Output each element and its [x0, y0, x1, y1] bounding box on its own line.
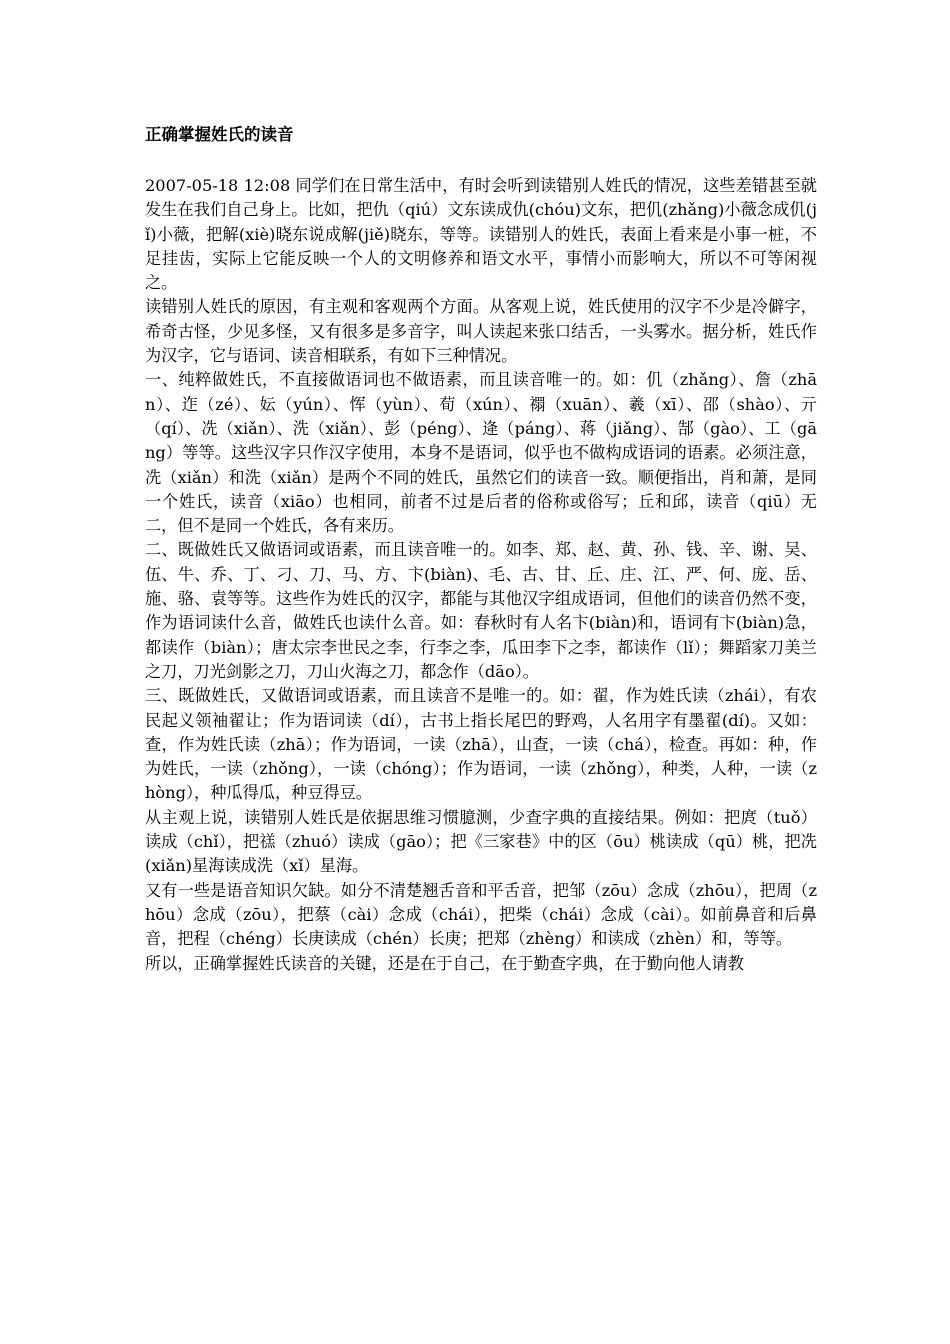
paragraph-case-three: 三、既做姓氏，又做语词或语素，而且读音不是唯一的。如：翟，作为姓氏读（zhái），有农民起义领袖翟让；作为语词读（dí），古书上指长尾巴的野鸡，人名用字有墨翟(dí)。又如：查，作为姓氏读（zhā）；作为语词，一读（zhā），山查，一读（chá），检查。再如：种，作为姓氏，一读（zhǒng），一读（chóng）；作为语词，一读（zhǒng），种类，人种，一读（zhòng），种瓜得瓜，种豆得豆。: [145, 686, 817, 803]
paragraph-phonetics: 又有一些是语音知识欠缺。如分不清楚翘舌音和平舌音，把邹（zōu）念成（zhōu），把周（zhōu）念成（zōu），把蔡（cài）念成（chái），把柴（chái）念成（cài）。如前鼻音和后鼻音，把程（chéng）长庚读成（chén）长庚；把郑（zhèng）和读成（zhèn）和，等等。: [145, 880, 817, 949]
paragraph-case-one: 一、纯粹做姓氏，不直接做语词也不做语素，而且读音唯一的。如：仉（zhǎng）、詹（zhān）、迮（zé）、妘（yún）、恽（yùn）、荀（xún）、禤（xuān）、羲（xī）、邵（shào）、亓（qí）、冼（xiǎn）、洗（xiǎn）、彭（péng）、逄（páng）、蒋（jiǎng）、郜（gào）、工（gāng）等等。这些汉字只作汉字使用，本身不是语词，似乎也不做构成语词的语素。必须注意，冼（xiǎn）和洗（xiǎn）是两个不同的姓氏，虽然它们的读音一致。顺便指出，肖和萧，是同一个姓氏，读音（xiāo）也相同，前者不过是后者的俗称或俗写；丘和邱，读音（qiū）无二，但不是同一个姓氏，各有来历。: [145, 370, 817, 536]
paragraph-conclusion: 所以，正确掌握姓氏读音的关键，还是在于自己，在于勤查字典，在于勤向他人请教: [145, 953, 744, 973]
paragraph-case-two: 二、既做姓氏又做语词或语素，而且读音唯一的。如李、郑、赵、黄、孙、钱、辛、谢、吴、伍、牛、乔、丁、刁、刀、马、方、卞(biàn)、毛、古、甘、丘、庄、江、严、何、庞、岳、施、骆、袁等等。这些作为姓氏的汉字，都能与其他汉字组成语词，但他们的读音仍然不变，作为语词读什么音，做姓氏也读什么音。如：春秋时有人名卞(biàn)和，语词有卞(biàn)急，都读作（biàn）；唐太宗李世民之李，行李之李，瓜田李下之李，都读作（lǐ）；舞蹈家刀美兰之刀，刀光剑影之刀，刀山火海之刀，都念作（dāo）。: [145, 540, 817, 681]
document-title: 正确掌握姓氏的读音: [145, 125, 294, 144]
document-page: [145, 122, 817, 976]
paragraph-subjective: 从主观上说，读错别人姓氏是依据思维习惯臆测，少查字典的直接结果。例如：把庹（tuǒ）读成（chǐ），把禚（zhuó）读成（gāo）；把《三家巷》中的区（ōu）桃读成（qū）桃，把冼(xiǎn)星海读成洗（xǐ）星海。: [145, 807, 817, 876]
paragraph-intro: 2007-05-18 12:08 同学们在日常生活中，有时会听到读错别人姓氏的情况，这些差错甚至就发生在我们自己身上。比如，把仇（qiú）文东读成仇(chóu)文东，把仉(zhǎng)小薇念成仉(jǐ)小薇，把解(xiè)晓东说成解(jiě)晓东，等等。读错别人的姓氏，表面上看来是小事一桩，不足挂齿，实际上它能反映一个人的文明修养和语文水平，事情小而影响大，所以不可等闲视之。: [145, 176, 817, 293]
paragraph-causes: 读错别人姓氏的原因，有主观和客观两个方面。从客观上说，姓氏使用的汉字不少是冷僻字，希奇古怪，少见多怪，又有很多是多音字，叫人读起来张口结舌，一头雾水。据分析，姓氏作为汉字，它与语词、读音相联系，有如下三种情况。: [145, 297, 817, 366]
